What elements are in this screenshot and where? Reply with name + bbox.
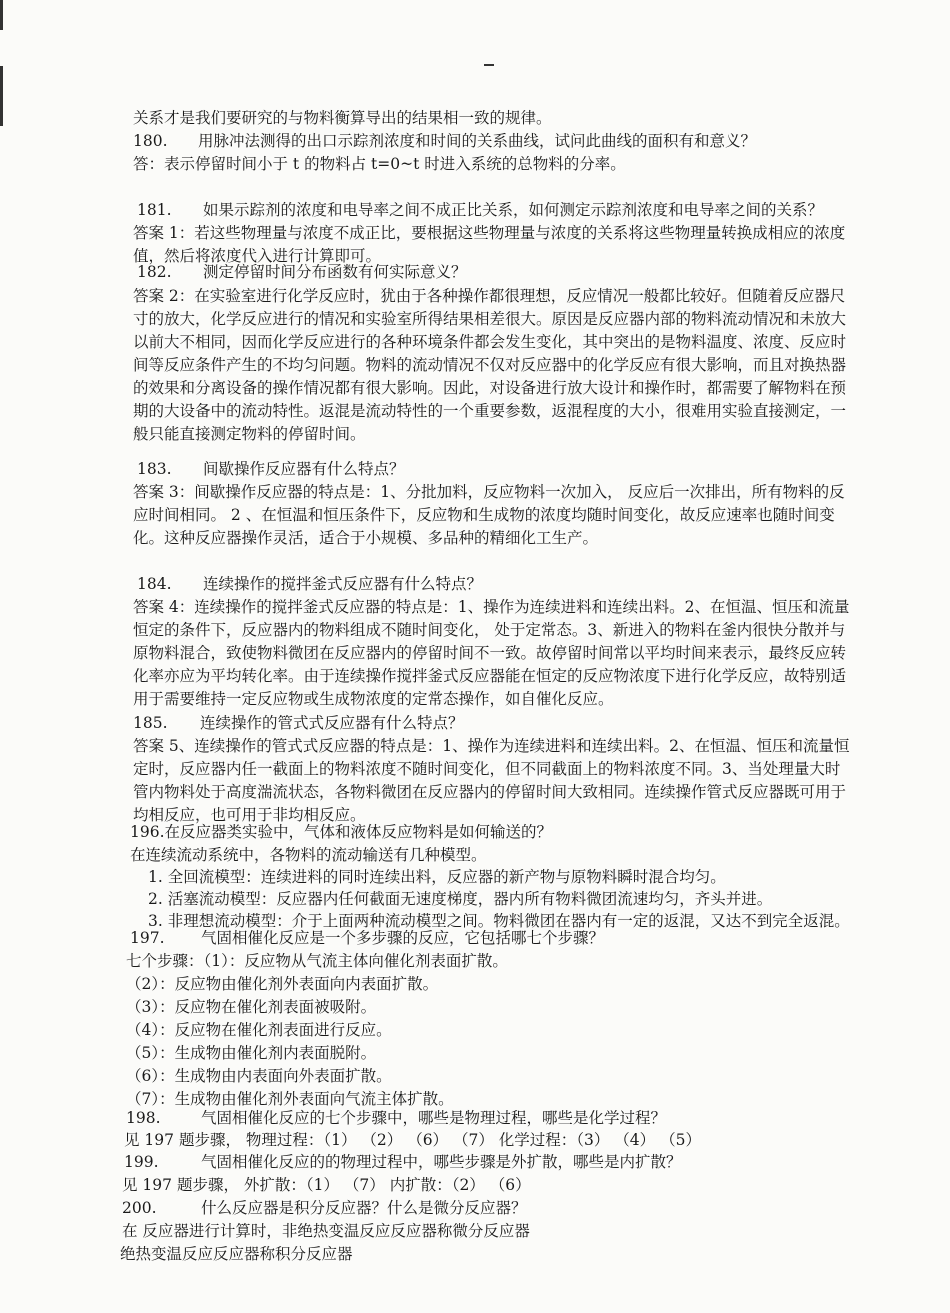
q196-intro: 在连续流动系统中，各物料的流动输送有几种模型。 xyxy=(130,846,487,864)
q199-answer: 见 197 题步骤， 外扩散：（1） （7） 内扩散：（2） （6） xyxy=(122,1176,531,1194)
q181-question: 如果示踪剂的浓度和电导率之间不成正比关系，如何测定示踪剂浓度和电导率之间的关系？ xyxy=(203,201,824,219)
q184-number: 184. xyxy=(137,575,172,593)
q196-item: 2. 活塞流动模型：反应器内任何截面无速度梯度，器内所有物料微团流速均匀，齐头并进。 xyxy=(148,890,773,908)
q199-number: 199. xyxy=(124,1153,159,1171)
top-line: 关系才是我们要研究的与物料衡算导出的结果相一致的规律。 xyxy=(133,109,552,127)
q200-answer-line: 绝热变温反应反应器称积分反应器 xyxy=(120,1245,353,1263)
q182-answer-line: 寸的放大，化学反应进行的情况和实验室所得结果相差很大。原因是反应器内部的物料流动情况和未放大 xyxy=(133,310,847,328)
q183-answer-line: 答案 3：间歇操作反应器的特点是：1、分批加料，反应物料一次加入， 反应后一次排出，所有物料的反 xyxy=(133,483,845,501)
q185-answer-line: 定时，反应器内任一截面上的物料浓度不随时间变化，但不同截面上的物料浓度不同。3、当处理量大时 xyxy=(133,760,841,778)
q185-answer-line: 管内物料处于高度湍流状态，各物料微团在反应器内的停留时间大致相同。连续操作管式反应器既可用于 xyxy=(133,783,847,801)
q197-step: 七个步骤：（1）：反应物从气流主体向催化剂表面扩散。 xyxy=(126,952,508,970)
q185-answer-line: 答案 5、连续操作的管式式反应器的特点是：1、操作为连续进料和连续出料。2、在恒温、恒压和流量恒 xyxy=(133,737,850,755)
q196-item: 1. 全回流模型：连续进料的同时连续出料，反应器的新产物与原物料瞬时混合均匀。 xyxy=(148,868,726,886)
q180-answer: 答：表示停留时间小于 t 的物料占 t=0~t 时进入系统的总物料的分率。 xyxy=(133,155,626,173)
q198-answer: 见 197 题步骤， 物理过程：（1） （2） （6） （7） 化学过程：（3） （4） （5） xyxy=(124,1131,701,1149)
top-dash-mark xyxy=(484,64,494,66)
q182-answer-line: 般只能直接测定物料的停留时间。 xyxy=(133,425,366,443)
q183-answer-line: 化。这种反应器操作灵活，适合于小规模、多品种的精细化工生产。 xyxy=(133,529,599,547)
q183-question: 间歇操作反应器有什么特点？ xyxy=(203,460,405,478)
q182-answer-line: 答案 2：在实验室进行化学反应时，犹由于各种操作都很理想，反应情况一般都比较好。但随着反应器尺 xyxy=(133,287,846,305)
q197-step: （4）：反应物在催化剂表面进行反应。 xyxy=(126,1021,392,1039)
q200-answer-line: 在 反应器进行计算时，非绝热变温反应反应器称微分反应器 xyxy=(122,1222,530,1240)
left-edge-mark xyxy=(0,0,3,30)
q185-number: 185. xyxy=(133,714,168,732)
q180-number: 180. xyxy=(133,132,168,150)
q182-answer-line: 以前大不相同，因而化学反应进行的各种环境条件都会发生变化，其中突出的是物料温度、浓度、反应时 xyxy=(133,333,847,351)
q200-number: 200. xyxy=(122,1199,157,1217)
q184-answer-line: 答案 4：连续操作的搅拌釜式反应器的特点是：1、操作为连续进料和连续出料。2、在恒温、恒压和流量 xyxy=(133,598,850,616)
q197-step: （6）：生成物由内表面向外表面扩散。 xyxy=(126,1067,392,1085)
q184-answer-line: 用于需要维持一定反应物或生成物浓度的定常态操作，如自催化反应。 xyxy=(133,690,614,708)
q184-answer-line: 恒定的条件下，反应器内的物料组成不随时间变化， 处于定常态。3、新进入的物料在釜内很快分散并与 xyxy=(133,621,846,639)
q185-question: 连续操作的管式式反应器有什么特点？ xyxy=(200,714,464,732)
q181-answer-line: 答案 1：若这些物理量与浓度不成正比，要根据这些物理量与浓度的关系将这些物理量转换成相应的浓度 xyxy=(133,224,846,242)
q197-question: 气固相催化反应是一个多步骤的反应，它包括哪七个步骤？ xyxy=(201,929,605,947)
q197-number: 197. xyxy=(130,929,165,947)
q198-number: 198. xyxy=(126,1109,161,1127)
q197-step: （3）：反应物在催化剂表面被吸附。 xyxy=(126,998,377,1016)
q197-step: （7）：生成物由催化剂外表面向气流主体扩散。 xyxy=(126,1090,454,1108)
q196-item: 3. 非理想流动模型：介于上面两种流动模型之间。物料微团在器内有一定的返混，又达不到完全返混。 xyxy=(148,912,850,930)
q199-question: 气固相催化反应的的物理过程中，哪些步骤是外扩散，哪些是内扩散？ xyxy=(201,1153,682,1171)
q181-number: 181. xyxy=(137,201,172,219)
q183-answer-line: 应时间相同。 2 、在恒温和恒压条件下，反应物和生成物的浓度均随时间变化，故反应速率也随时间变 xyxy=(133,506,835,524)
q184-answer-line: 原物料混合，致使物料微团在反应器内的停留时间不一致。故停留时间常以平均时间来表示，最终反应转 xyxy=(133,644,847,662)
q182-question: 测定停留时间分布函数有何实际意义？ xyxy=(203,263,467,281)
q180-question: 用脉冲法测得的出口示踪剂浓度和时间的关系曲线，试问此曲线的面积有和意义？ xyxy=(198,132,757,150)
q181-answer-line: 值，然后将浓度代入进行计算即可。 xyxy=(133,247,382,265)
q197-step: （5）：生成物由催化剂内表面脱附。 xyxy=(126,1044,377,1062)
q182-answer-line: 期的大设备中的流动特性。返混是流动特性的一个重要参数，返混程度的大小，很难用实验直接测定，一 xyxy=(133,402,847,420)
q182-answer-line: 间等反应条件产生的不均匀问题。物料的流动情况不仅对反应器中的化学反应有很大影响，而且对换热器 xyxy=(133,356,847,374)
q200-question: 什么反应器是积分反应器？什么是微分反应器？ xyxy=(201,1199,527,1217)
q182-number: 182. xyxy=(137,263,172,281)
q182-answer-line: 的效果和分离设备的操作情况都有很大影响。因此，对设备进行放大设计和操作时，都需要了解物料在预 xyxy=(133,379,847,397)
left-edge-mark xyxy=(0,66,3,126)
q197-step: （2）：反应物由催化剂外表面向内表面扩散。 xyxy=(126,975,439,993)
q184-question: 连续操作的搅拌釜式反应器有什么特点？ xyxy=(203,575,483,593)
q198-question: 气固相催化反应的七个步骤中，哪些是物理过程，哪些是化学过程？ xyxy=(201,1109,667,1127)
q184-answer-line: 化率亦应为平均转化率。由于连续操作搅拌釜式反应器能在恒定的反应物浓度下进行化学反应，故特别适 xyxy=(133,667,847,685)
q183-number: 183. xyxy=(137,460,172,478)
q196-question: 196.在反应器类实验中，气体和液体反应物料是如何输送的？ xyxy=(130,823,553,841)
q185-answer-line: 均相反应，也可用于非均相反应。 xyxy=(133,806,366,824)
